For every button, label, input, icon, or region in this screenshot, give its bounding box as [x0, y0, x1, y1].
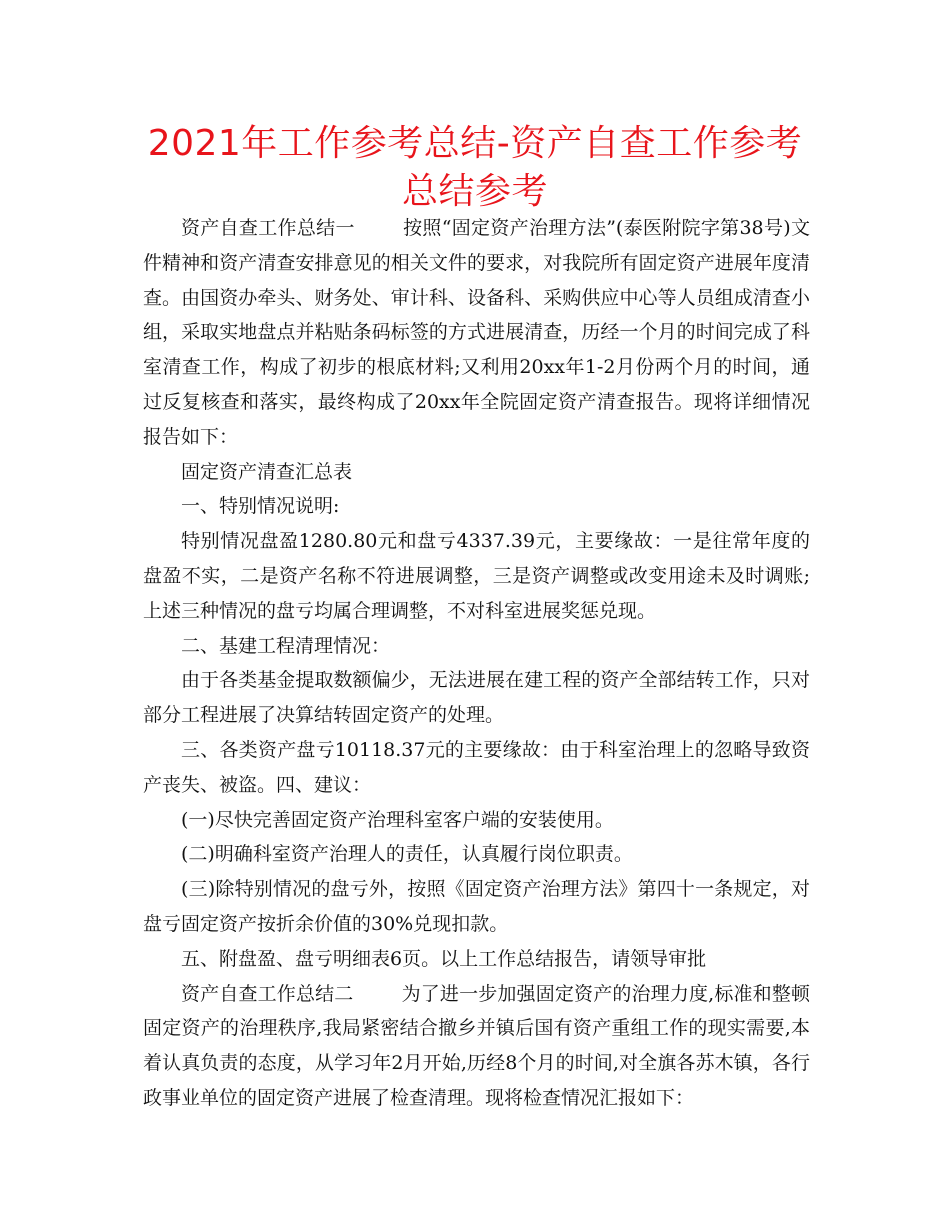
- paragraph-text: 为了进一步加强固定资产的治理力度,标准和整顿固定资产的治理秩序,我局紧密结合撤乡并镇后国有资产重组工作的现实需要,本着认真负责的态度，从学习年2月开始,历经8个月的时间,对全旗各苏木镇，各行政事业单位的固定资产进展了检查清理。现将检查情况汇报如下：: [143, 982, 810, 1109]
- paragraph: 二、基建工程清理情况：: [181, 634, 391, 657]
- paragraph: 三、各类资产盘亏10118.37元的主要缘故：由于科室治理上的忽略导致资产丧失、被盗。四、建议：: [143, 738, 810, 796]
- paragraph: (一)尽快完善固定资产治理科室客户端的安装使用。: [181, 808, 614, 831]
- paragraph-text: 按照“固定资产治理方法”(泰医附院字第38号)文件精神和资产清查安排意见的相关文件的要求，对我院所有固定资产进展年度清查。由国资办牵头、财务处、审计科、设备科、采购供应中心等人员组成清查小组，采取实地盘点并粘贴条码标签的方式进展清查，历经一个月的时间完成了科室清查工作，构成了初步的根底材料;又利用20xx年1-2月份两个月的时间，通过反复核查和落实，最终构成了20xx年全院固定资产清查报告。现将详细情况报告如下：: [143, 217, 810, 448]
- document-body: [143, 211, 810, 1116]
- paragraph: 特别情况盘盈1280.80元和盘亏4337.39元，主要缘故：一是往常年度的盘盈不实，二是资产名称不符进展调整，三是资产调整或改变用途未及时调账;上述三种情况的盘亏均属合理调整，不对科室进展奖惩兑现。: [143, 530, 810, 622]
- paragraph: (三)除特别情况的盘亏外，按照《固定资产治理方法》第四十一条规定，对盘亏固定资产按折余价值的30%兑现扣款。: [143, 878, 810, 935]
- paragraph-heading: 资产自查工作总结一: [181, 217, 355, 239]
- paragraph: [143, 211, 810, 455]
- paragraph: 固定资产清查汇总表: [181, 460, 353, 483]
- paragraph: 五、附盘盈、盘亏明细表6页。以上工作总结报告，请领导审批: [181, 947, 707, 970]
- paragraph: (二)明确科室资产治理人的责任，认真履行岗位职责。: [181, 843, 633, 866]
- paragraph: 由于各类基金提取数额偏少，无法进展在建工程的资产全部结转工作，只对部分工程进展了决算结转固定资产的处理。: [143, 669, 810, 727]
- paragraph: [143, 977, 810, 1116]
- paragraph-heading: 资产自查工作总结二: [181, 982, 354, 1005]
- paragraph: 一、特别情况说明:: [181, 495, 340, 518]
- document-title: 2021年工作参考总结-资产自查工作参考总结参考: [147, 123, 803, 212]
